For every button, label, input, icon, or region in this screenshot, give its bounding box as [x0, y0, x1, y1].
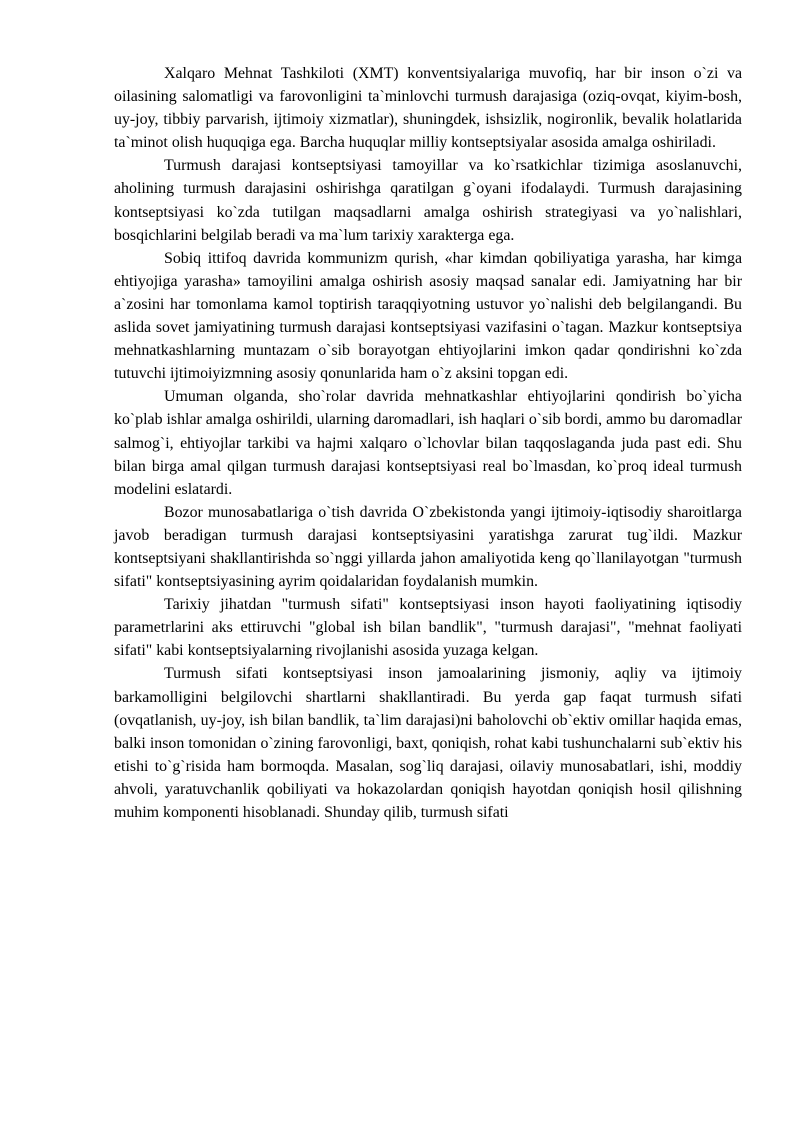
- paragraph-quality-of-life-concept: Turmush sifati kontseptsiyasi inson jamoalarining jismoniy, aqliy va ijtimoiy barkamolligini belgilovchi shartlarni shakllantiradi. Bu yerda gap faqat turmush sifati (ovqatlanish, uy-joy, ish bilan bandlik, ta`lim darajasi)ni baholovchi ob`ektiv omillar haqida emas, balki inson tomonidan o`zining farovonligi, baxt, qoniqish, rohat kabi tushunchalarni sub`ektiv his etishi to`g`risida ham bormoqda. Masalan, sog`liq darajasi, oilaviy munosabatlari, ishi, moddiy ahvoli, yaratuvchanlik qobiliyati va hokazolardan qoniqish hayotdan qoniqish hosil qilishning muhim komponenti hisoblanadi. Shunday qilib, turmush sifati: [114, 665, 742, 821]
- paragraph-market-transition: Bozor munosabatlariga o`tish davrida O`zbekistonda yangi ijtimoiy-iqtisodiy sharoitlarga javob beradigan turmush darajasi kontseptsiyasini yaratishga zarurat tug`ildi. Mazkur kontseptsiyani shakllantirishda so`nggi yillarda jahon amaliyotida keng qo`llanilayotgan "turmush sifati" kontseptsiyasining ayrim qoidalaridan foydalanish mumkin.: [114, 503, 742, 591]
- paragraph-quality-of-life-history: Tarixiy jihatdan "turmush sifati" kontseptsiyasi inson hayoti faoliyatining iqtisodiy parametrlarini aks ettiruvchi "global ish bilan bandlik", "turmush darajasi", "mehnat faoliyati sifati" kabi kontseptsiyalarning rivojlanishi asosida yuzaga kelgan.: [114, 596, 742, 660]
- paragraph-soviet-period: Sobiq ittifoq davrida kommunizm qurish, «har kimdan qobiliyatiga yarasha, har kimga ehtiyojiga yarasha» tamoyilini amalga oshirish asosiy maqsad sanalar edi. Jamiyatning har bir a`zosini har tomonlama kamol toptirish taraqqiyotning ustuvor yo`nalishi deb belgilangandi. Bu aslida sovet jamiyatining turmush darajasi kontseptsiyasi vazifasini o`tagan. Mazkur kontseptsiya mehnatkashlarning muntazam o`sib borayotgan ehtiyojlarini imkon qadar qondirishni ko`zda tutuvchi ijtimoiyizmning asosiy qonunlarida ham o`z aksini topgan edi.: [114, 249, 742, 383]
- document-page: [114, 62, 742, 824]
- paragraph-living-standard-concept: Turmush darajasi kontseptsiyasi tamoyillar va ko`rsatkichlar tizimiga asoslanuvchi, aholining turmush darajasini oshirishga qaratilgan g`oyani ifodalaydi. Turmush darajasining kontseptsiyasi ko`zda tutilgan maqsadlarni amalga oshirish strategiyasi va yo`nalishlari, bosqichlarini belgilab beradi va ma`lum tarixiy xarakterga ega.: [114, 157, 742, 244]
- paragraph-xmt-conventions: Xalqaro Mehnat Tashkiloti (XMT) konventsiyalariga muvofiq, har bir inson o`zi va oilasining salomatligi va farovonligini ta`minlovchi turmush darajasiga (oziq-ovqat, kiyim-bosh, uy-joy, tibbiy parvarish, ijtimoiy xizmatlar), shuningdek, ishsizlik, nogironlik, bevalik holatlarida ta`minot olish huquqiga ega. Barcha huquqlar milliy kontseptsiyalar asosida amalga oshiriladi.: [114, 65, 742, 152]
- paragraph-soviet-incomes: Umuman olganda, sho`rolar davrida mehnatkashlar ehtiyojlarini qondirish bo`yicha ko`plab ishlar amalga oshirildi, ularning daromadlari, ish haqlari o`sib bordi, ammo bu daromadlar salmog`i, ehtiyojlar tarkibi va hajmi xalqaro o`lchovlar bilan taqqoslaganda juda past edi. Shu bilan birga amal qilgan turmush darajasi kontseptsiyasi real bo`lmasdan, ko`proq ideal turmush modelini eslatardi.: [114, 388, 742, 498]
